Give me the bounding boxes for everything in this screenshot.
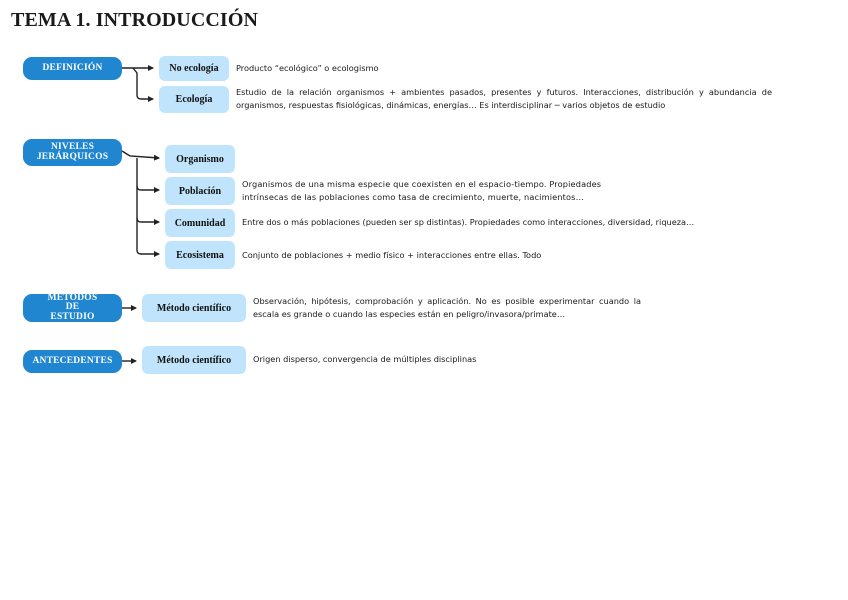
page-title: TEMA 1. INTRODUCCIÓN: [11, 9, 259, 31]
category-definicion: DEFINICIÓN: [23, 57, 122, 80]
connector-definicion: [122, 68, 153, 99]
desc-metodo-cientifico: Observación, hipótesis, comprobación y aplicación. No es posible experimentar cuando la escala es grande o cuando las especies están en peligro/invasora/primate…: [253, 296, 641, 319]
node-metodo-cientifico-antecedentes: Método científico: [142, 346, 246, 374]
desc-comunidad: Entre dos o más poblaciones (pueden ser sp distintas). Propiedades como interacciones, diversidad, riqueza…: [242, 217, 695, 227]
connector-niveles: [122, 151, 159, 254]
category-antecedentes: ANTECEDENTES: [23, 350, 122, 373]
desc-no-ecologia: Producto “ecológico” o ecologismo: [236, 63, 379, 73]
desc-ecosistema: Conjunto de poblaciones + medio físico + interacciones entre ellas. Todo: [242, 250, 542, 260]
node-ecologia: Ecología: [159, 86, 229, 113]
node-comunidad: Comunidad: [165, 209, 235, 237]
desc-ecologia: Estudio de la relación organismos + ambientes pasados, presentes y futuros. Interacciones, distribución y abundancia de organismos, respuestas fisiológicas, dinámicas, energías… Es interdisciplinar ─ varios objetos de estudio: [236, 87, 772, 110]
desc-antecedentes: Origen disperso, convergencia de múltiples disciplinas: [253, 354, 477, 364]
category-niveles-jerarquicos: NIVELES JERÁRQUICOS: [23, 139, 122, 166]
node-no-ecologia: No ecología: [159, 56, 229, 81]
desc-poblacion: Organismos de una misma especie que coexisten en el espacio-tiempo. Propiedades intrínsecas de las poblaciones como tasa de crecimiento, muerte, nacimientos…: [242, 179, 602, 202]
category-metodos-de-estudio: MÉTODOS DE ESTUDIO: [23, 294, 122, 322]
node-metodo-cientifico: Método científico: [142, 294, 246, 322]
node-ecosistema: Ecosistema: [165, 241, 235, 269]
node-organismo: Organismo: [165, 145, 235, 173]
node-poblacion: Población: [165, 177, 235, 205]
